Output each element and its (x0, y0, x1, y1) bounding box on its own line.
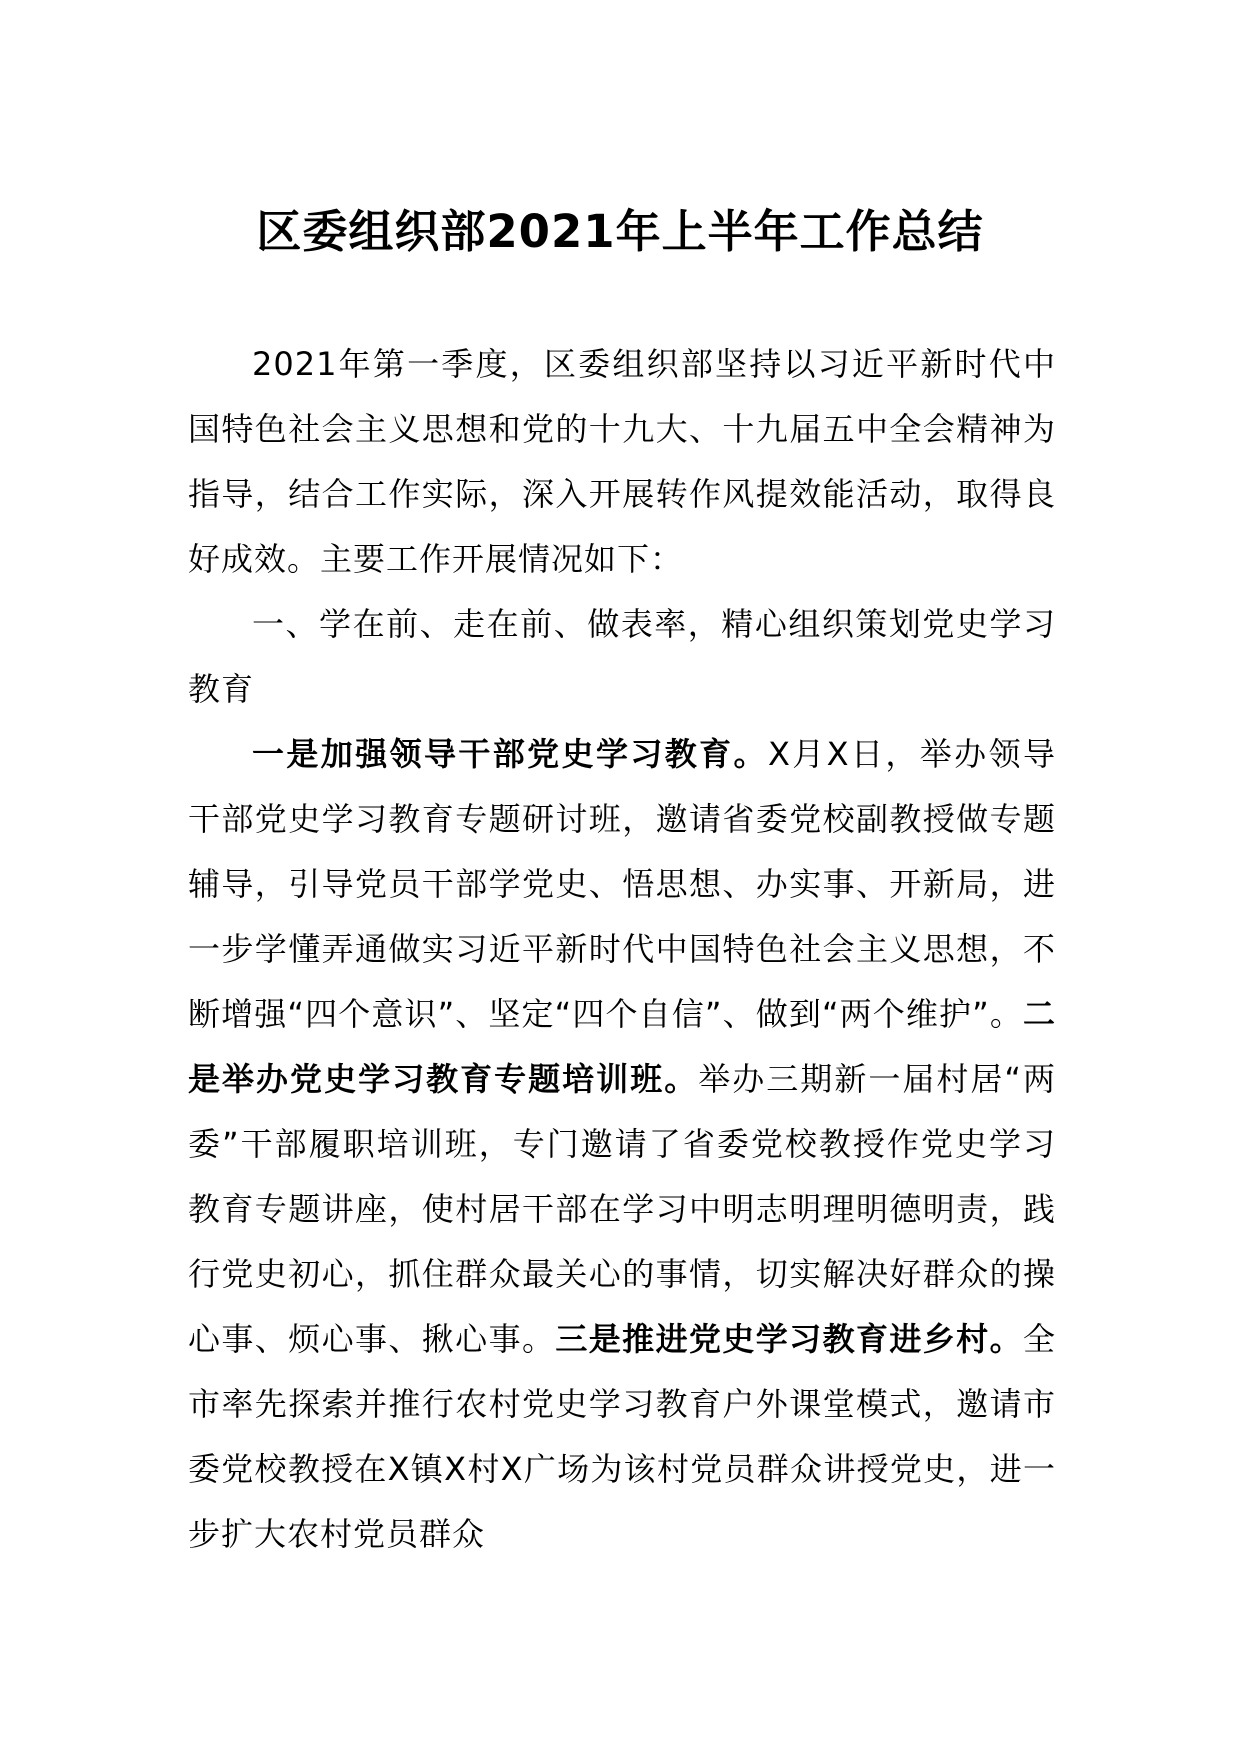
intro-paragraph: 2021年第一季度，区委组织部坚持以习近平新时代中国特色社会主义思想和党的十九大、十九届五中全会精神为指导，结合工作实际，深入开展转作风提效能活动，取得良好成效。主要工作开展情况如下： (188, 345, 1056, 578)
item-lead: 三是推进党史学习教育进乡村。 (555, 1320, 1023, 1358)
document-body (188, 332, 1056, 1567)
item-lead: 一是加强领导干部党史学习教育。 (252, 735, 768, 773)
section-heading: 一、学在前、走在前、做表率，精心组织策划党史学习教育 (188, 605, 1056, 708)
item-lead: 二是举办党史学习教育专题培训班。 (188, 995, 1056, 1098)
section-paragraph (188, 722, 1056, 1567)
document-title: 区委组织部2021年上半年工作总结 (256, 205, 984, 258)
item-text: 全市率先探索并推行农村党史学习教育户外课堂模式，邀请市委党校教授在X镇X村X广场为该村党员群众讲授党史，进一步扩大农村党员群众 (188, 1320, 1056, 1553)
item-text: 举办三期新一届村居“两委”干部履职培训班，专门邀请了省委党校教授作党史学习教育专题讲座，使村居干部在学习中明志明理明德明责，践行党史初心，抓住群众最关心的事情，切实解决好群众的操心事、烦心事、揪心事。 (188, 1060, 1056, 1358)
item-text: X月X日，举办领导干部党史学习教育专题研讨班，邀请省委党校副教授做专题辅导，引导党员干部学党史、悟思想、办实事、开新局，进一步学懂弄通做实习近平新时代中国特色社会主义思想，不断增强“四个意识”、坚定“四个自信”、做到“两个维护”。 (188, 735, 1056, 1033)
